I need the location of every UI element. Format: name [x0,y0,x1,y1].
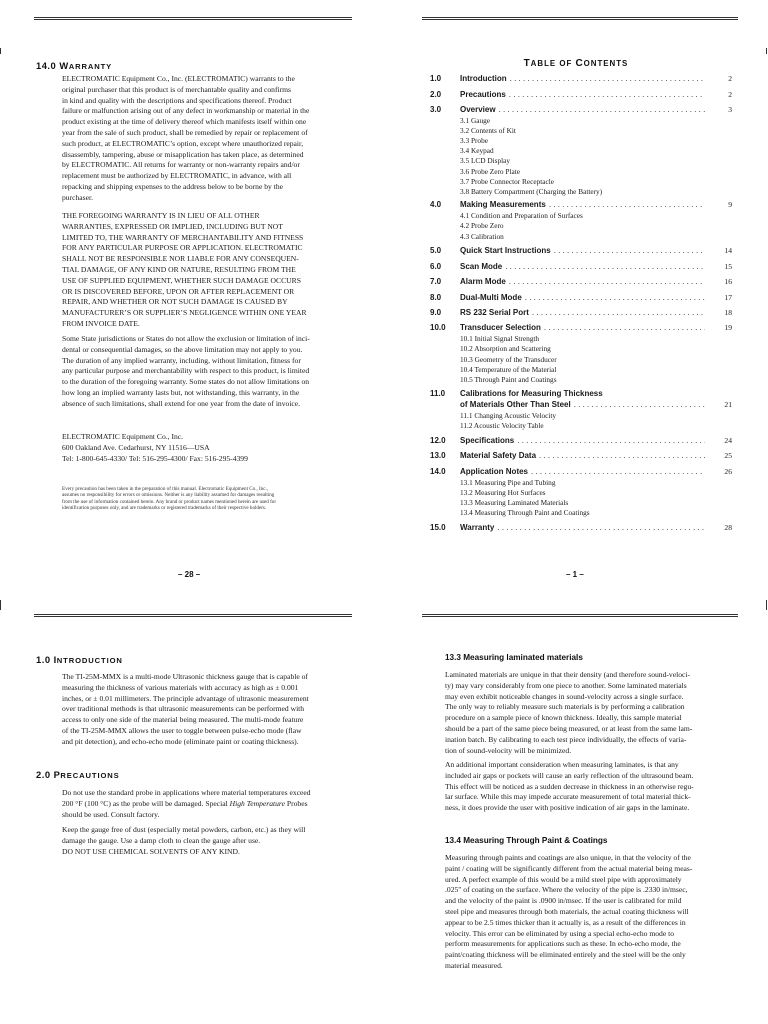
top-rule [34,17,352,23]
text-line: from the use of information contained herein. Any brand or product names mentioned herein are used for [62,498,277,505]
toc-page-number: 28 [724,522,732,532]
toc-number: 12.0 [430,435,446,445]
toc-number: 2.0 [430,89,442,99]
toc-title-text: Material Safety Data [460,451,537,461]
toc-number: 9.0 [430,308,442,318]
toc-title-text: Overview [460,104,496,114]
text-line: year from the sale of such product, shall be remedied by repair or replacement of [62,127,308,137]
toc-subentry[interactable]: 3.8 Battery Compartment (Charging the Battery) [460,186,603,196]
toc-subentries [460,334,732,385]
toc-page-number: 14 [724,246,732,256]
text-line: 600 Oakland Ave. Cedarhurst, NY 11516—USA [62,442,210,452]
toc-leader [497,523,705,532]
text-line: ness, it does provide the user with positive indication of air gaps in the laminate. [445,803,690,813]
toc-entry[interactable] [430,246,732,257]
toc-entry[interactable] [430,308,732,319]
page-application-notes [384,600,768,1024]
precautions-heading: 2.0 PRECAUTIONS [36,769,120,780]
toc-entry[interactable] [430,277,732,288]
toc-page-number: 9 [728,200,732,210]
toc-leader [531,467,705,476]
text-line: original purchaser that this product is of merchantable quality and confirms [62,84,292,94]
toc-number: 1.0 [430,74,442,83]
precautions-paragraph-2 [62,825,305,857]
toc-subentry[interactable]: 10.3 Geometry of the Transducer [460,354,557,364]
crop-mark [766,48,767,54]
toc-page-number: 19 [724,323,732,333]
text-line: lar surface. While this may impede accurate measurement of total material thick- [445,792,691,802]
toc-subentries [460,411,732,431]
crop-mark [0,600,1,610]
text-line: Laminated materials are unique in that their density (and therefore sound-veloci- [445,670,691,679]
text-line: steel pipe and measures through both materials, the actual coating thickness will [445,906,689,916]
text-line: Keep the gauge free of dust (especially metal powders, carbon, etc.) as they will [62,825,306,834]
text-line: appear to be 2.5 times thicker than it actually is, as a result of the differences in [445,917,686,927]
toc-entry[interactable] [430,467,732,519]
toc-page-number: 17 [724,292,732,302]
toc-subentry[interactable]: 4.1 Condition and Preparation of Surfaces [460,211,583,221]
page-number: – 28 – [178,570,201,579]
toc-page-number: 24 [724,435,732,445]
toc-title-text: Making Measurements [460,200,546,210]
text-line: ELECTROMATIC Equipment Co., Inc. (ELECTROMATIC) warrants to the [62,74,295,83]
toc-page-number: 2 [728,74,732,83]
laminated-materials-heading: 13.3 Measuring laminated materials [445,653,583,662]
toc-leader [554,246,705,255]
toc-leader [509,277,705,286]
toc-subentry[interactable]: 13.4 Measuring Through Paint and Coatings [460,508,590,518]
toc-title-text: RS 232 Serial Port [460,308,529,318]
toc-entry[interactable] [430,451,732,462]
text-line: purchaser. [62,192,93,202]
toc-title-text: Alarm Mode [460,277,506,287]
toc-entry[interactable] [430,74,732,85]
toc-number: 7.0 [430,277,442,287]
toc-title-text: Transducer Selection [460,323,541,333]
toc-leader [544,323,705,332]
toc-subentries [460,478,732,519]
text-line: may even exhibit noticeable changes in sound-velocity across a single surface. [445,691,684,701]
toc-page-number: 16 [724,277,732,287]
toc-title-text: Dual-Multi Mode [460,292,522,302]
text-line: The duration of any implied warranty, including, without limitation, fitness for [62,355,301,365]
text-line: This effect will be noticed as a sudden decrease in thickness in an otherwise regu- [445,781,694,791]
crop-mark [0,48,1,54]
text-line: ELECTROMATIC Equipment Co., Inc. [62,432,184,441]
toc-subentry[interactable]: 3.5 LCD Display [460,156,511,166]
toc-entry[interactable] [430,323,732,385]
toc-subentry[interactable]: 13.2 Measuring Hot Surfaces [460,487,546,497]
text-line: An additional important consideration when measuring laminates, is that any [445,760,679,769]
toc-entry[interactable] [430,90,732,101]
toc-page-number: 3 [728,104,732,114]
page-warranty [0,0,384,600]
toc-entry[interactable] [430,262,732,273]
text-line: such product, at ELECTROMATIC’s option, except where unauthorized repair, [62,138,304,148]
text-line: by ELECTROMATIC. All returns for warranty or non-warranty repairs and/or [62,160,300,170]
text-line: OR IS DISCOVERED BEFORE, UPON OR AFTER REPLACEMENT OR [62,286,295,296]
laminated-paragraph-2 [445,760,694,814]
page-number: – 1 – [566,570,584,579]
toc-subentry[interactable]: 10.2 Absorption and Scattering [460,344,551,354]
text-line: Some State jurisdictions or States do not allow the exclusion or limitation of inci- [62,334,310,343]
text-line: Tel: 1-800-645-4330/ Tel: 516-295-4300/ Fax: 516-295-4399 [62,453,248,463]
toc-leader [574,400,705,409]
text-line: WARRANTIES, EXPRESSED OR IMPLIED, INCLUDING BUT NOT [62,221,283,231]
toc-number: 14.0 [430,466,446,476]
toc-page-number: 15 [724,261,732,271]
text-line: .025" of coating on the surface. Where the velocity of the pipe is .2330 in/msec, [445,885,688,895]
text-line: TIAL DAMAGE, OF ANY KIND OR NATURE, RESULTING FROM THE [62,264,296,274]
text-line: The only way to reliably measure such materials is by performing a calibration [445,702,685,712]
text-line: perform measurements for applications such as these. In echo-echo mode, the [445,939,681,949]
toc-subentry[interactable]: 10.1 Initial Signal Strength [460,334,540,344]
toc-entry[interactable] [430,389,732,431]
toc-number: 3.0 [430,104,442,114]
toc-subentries [460,211,732,242]
company-address [62,432,248,464]
crop-mark [766,600,767,610]
toc-subentry[interactable]: 3.4 Keypad [460,146,494,156]
toc-subentry[interactable]: 4.2 Probe Zero [460,221,504,231]
toc-title: TABLE OF CONTENTS [523,58,629,69]
text-line: assumes no responsibility for errors or omissions. Neither is any liability assumed for damages resulting [62,492,275,499]
top-rule [422,17,738,23]
toc-subentries [460,116,732,198]
text-line: and pit detection), and echo-echo mode (eliminate paint or coating thickness). [62,736,299,746]
toc-subentry[interactable]: 11.1 Changing Acoustic Velocity [460,411,557,421]
toc-subentry[interactable]: 13.1 Measuring Pipe and Tubing [460,477,556,487]
toc-leader [499,105,705,114]
toc-number: 6.0 [430,261,442,271]
toc-entry[interactable] [430,436,732,447]
text-line: any particular purpose and merchantability with respect to this product, is limited [62,366,310,376]
text-line: absence of such limitations, shall extend for one year from the date of invoice. [62,398,301,408]
toc-title-text: Precautions [460,89,506,99]
text-line: DO NOT USE CHEMICAL SOLVENTS OF ANY KIND. [62,846,240,856]
text-line: disassembly, tampering, abuse or misapplication has taken place, as determined [62,149,304,159]
toc-leader [525,293,705,302]
text-line: access to only one side of the material being measured. The multi-mode feature [62,715,304,725]
warranty-paragraph-3 [62,334,310,410]
laminated-paragraph-1 [445,670,692,756]
text-line: USE OF SUPPLIED EQUIPMENT, WHETHER SUCH DAMAGE OCCURS [62,275,301,285]
text-line: inches, or ± 0.01 millimeters. The principle advantage of ultrasonic measurement [62,693,309,703]
toc-number: 5.0 [430,246,442,256]
text-line: identification purposes only, and are trademarks or registered trademarks of their respective holders. [62,505,267,512]
toc-number: 10.0 [430,323,446,333]
toc-page-number: 18 [724,308,732,318]
toc-leader [532,308,705,317]
introduction-paragraph [62,672,309,748]
toc-subentry[interactable]: 3.7 Probe Connector Receptacle [460,176,555,186]
toc-number: 15.0 [430,522,446,532]
toc-page-number: 26 [724,466,732,476]
toc-entry[interactable] [430,523,732,534]
toc-subentry[interactable]: 3.2 Contents of Kit [460,125,516,135]
warranty-paragraph-1 [62,74,309,204]
text-line: ty) may vary considerably from one piece to another. Some laminated materials [445,680,687,690]
text-line: product existing at the time of delivery thereof which manifests itself within one [62,117,307,127]
text-line: failure or malfunction arising out of any defect in workmanship or material in the [62,106,310,116]
text-line: dental or consequential damages, so the above limitation may not apply to you. [62,344,303,354]
text-line: paint/coating thickness will be eliminated entirely and the steel will be the only [445,950,686,960]
toc-page-number: 21 [724,400,732,410]
toc-entry[interactable] [430,105,732,198]
toc-subentry[interactable]: 4.3 Calibration [460,231,504,241]
text-line: damage the gauge. Use a damp cloth to clean the gauge after use. [62,835,261,845]
text-line: FOR ANY PARTICULAR PURPOSE OR APPLICATION. ELECTROMATIC [62,243,303,253]
text-line: LIMITED TO, THE WARRANTY OF MERCHANTABILITY AND FITNESS [62,232,304,242]
toc-subentry[interactable]: 3.3 Probe [460,135,488,145]
toc-title-text: Warranty [460,522,495,532]
toc-list [430,74,732,534]
text-line: how long an implied warranty lasts but, not withstanding, this warranty, in the [62,387,300,397]
toc-leader [517,436,705,445]
text-line: REPAIR, AND WHETHER OR NOT SUCH DAMAGE IS CAUSED BY [62,297,288,307]
page-table-of-contents [384,0,768,600]
text-line: material measured. [445,960,503,970]
toc-title-text: of Materials Other Than Steel [460,400,571,410]
text-line: ured. A perfect example of this would be a mild steel pipe with approximately [445,874,682,884]
text-line: SHALL NOT BE RESPONSIBLE NOR LIABLE FOR ANY CONSEQUEN- [62,254,299,264]
text-line: FROM INVOICE DATE. [62,318,140,328]
text-line: in kind and quality with the descriptions and specifications thereof. Product [62,95,292,105]
text-line: ination batch. By calibrating to each test piece individually, the effects of varia- [445,734,687,744]
toc-leader [505,262,705,271]
text-line: procedure on a sample piece of known thickness. Ideally, this sample material [445,713,682,723]
paint-coatings-paragraph [445,853,692,972]
text-line: replacement must be authorized by ELECTROMATIC, in advance, with all [62,171,292,181]
text-line: Every precaution has been taken in the preparation of this manual. Electromatic Equipment Co., Inc., [62,486,269,492]
toc-title-text: Application Notes [460,466,529,476]
text-line: included air gaps or pockets will cause an early reflection of the ultrasound beam. [445,770,694,780]
toc-number: 13.0 [430,451,446,461]
text-line: measuring the thickness of various materials with accuracy as high as ± 0.001 [62,682,299,692]
toc-subentry[interactable]: 10.4 Temperature of the Material [460,364,557,374]
toc-title-text: Introduction [460,74,507,83]
toc-title-text: Specifications [460,435,515,445]
toc-entry[interactable] [430,200,732,242]
toc-title-text: Quick Start Instructions [460,246,551,256]
toc-leader [539,451,705,460]
toc-subentry[interactable]: 13.3 Measuring Laminated Materials [460,498,569,508]
text-line: over traditional methods is that ultrasonic measurements can be performed with [62,704,305,714]
text-line: THE FOREGOING WARRANTY IS IN LIEU OF ALL OTHER [62,211,260,220]
text-line: and the velocity of the paint is .0900 in/msec. If the user is calibrated for mild [445,896,682,906]
toc-leader [509,90,705,99]
warranty-paragraph-2 [62,211,307,330]
top-rule [422,614,738,620]
toc-title-text: Scan Mode [460,261,503,271]
text-line: MANUFACTURER’S OR SUPPLIER’S NEGLIGENCE WITHIN ONE YEAR [62,308,307,318]
text-line: velocity. This error can be eliminated by using a special echo-echo mode to [445,928,674,938]
disclaimer-text [62,486,276,512]
toc-leader [510,74,705,83]
text-line: paint / coating will be significantly different from the actual material being meas- [445,863,693,873]
toc-number: 8.0 [430,292,442,302]
toc-entry[interactable] [430,293,732,304]
page-introduction [0,600,384,1024]
toc-subentry[interactable]: 10.5 Through Paint and Coatings [460,375,557,385]
toc-page-number: 25 [724,451,732,461]
text-line: The TI-25M-MMX is a multi-mode Ultrasonic thickness gauge that is capable of [62,672,308,681]
text-line: of the TI-25M-MMX allows the user to toggle between pulse-echo mode (flaw [62,725,302,735]
text-line: should be a part of the same piece being measured, or at least from the same lam- [445,723,693,733]
toc-number: 4.0 [430,200,442,210]
toc-page-number: 2 [728,89,732,99]
precautions-paragraph-1: Do not use the standard probe in applications where material temperatures exceed 200 °F (100 °C) as the probe will be damaged. Special High Temperature Probes should be used. Consult factory. [62,788,311,819]
toc-leader [549,200,705,209]
toc-number: 11.0 [430,389,446,399]
text-line: repacking and shipping expenses to the address below to be borne by the [62,181,284,191]
warranty-heading: 14.0 WARRANTY [36,60,113,71]
text-line: Measuring through paints and coatings are also unique, in that the velocity of the [445,853,691,862]
introduction-heading: 1.0 INTRODUCTION [36,654,123,665]
toc-subentry[interactable]: 3.6 Probe Zero Plate [460,166,520,176]
top-rule [34,614,352,620]
toc-title-text: Calibrations for Measuring Thickness [460,389,603,399]
text-line: tion of sound-velocity will be minimized. [445,745,572,755]
text-line: to the duration of the foregoing warranty. Some states do not allow limitations on [62,377,310,387]
toc-subentry[interactable]: 3.1 Gauge [460,115,490,125]
paint-coatings-heading: 13.4 Measuring Through Paint & Coatings [445,836,608,845]
toc-subentry[interactable]: 11.2 Acoustic Velocity Table [460,421,544,431]
